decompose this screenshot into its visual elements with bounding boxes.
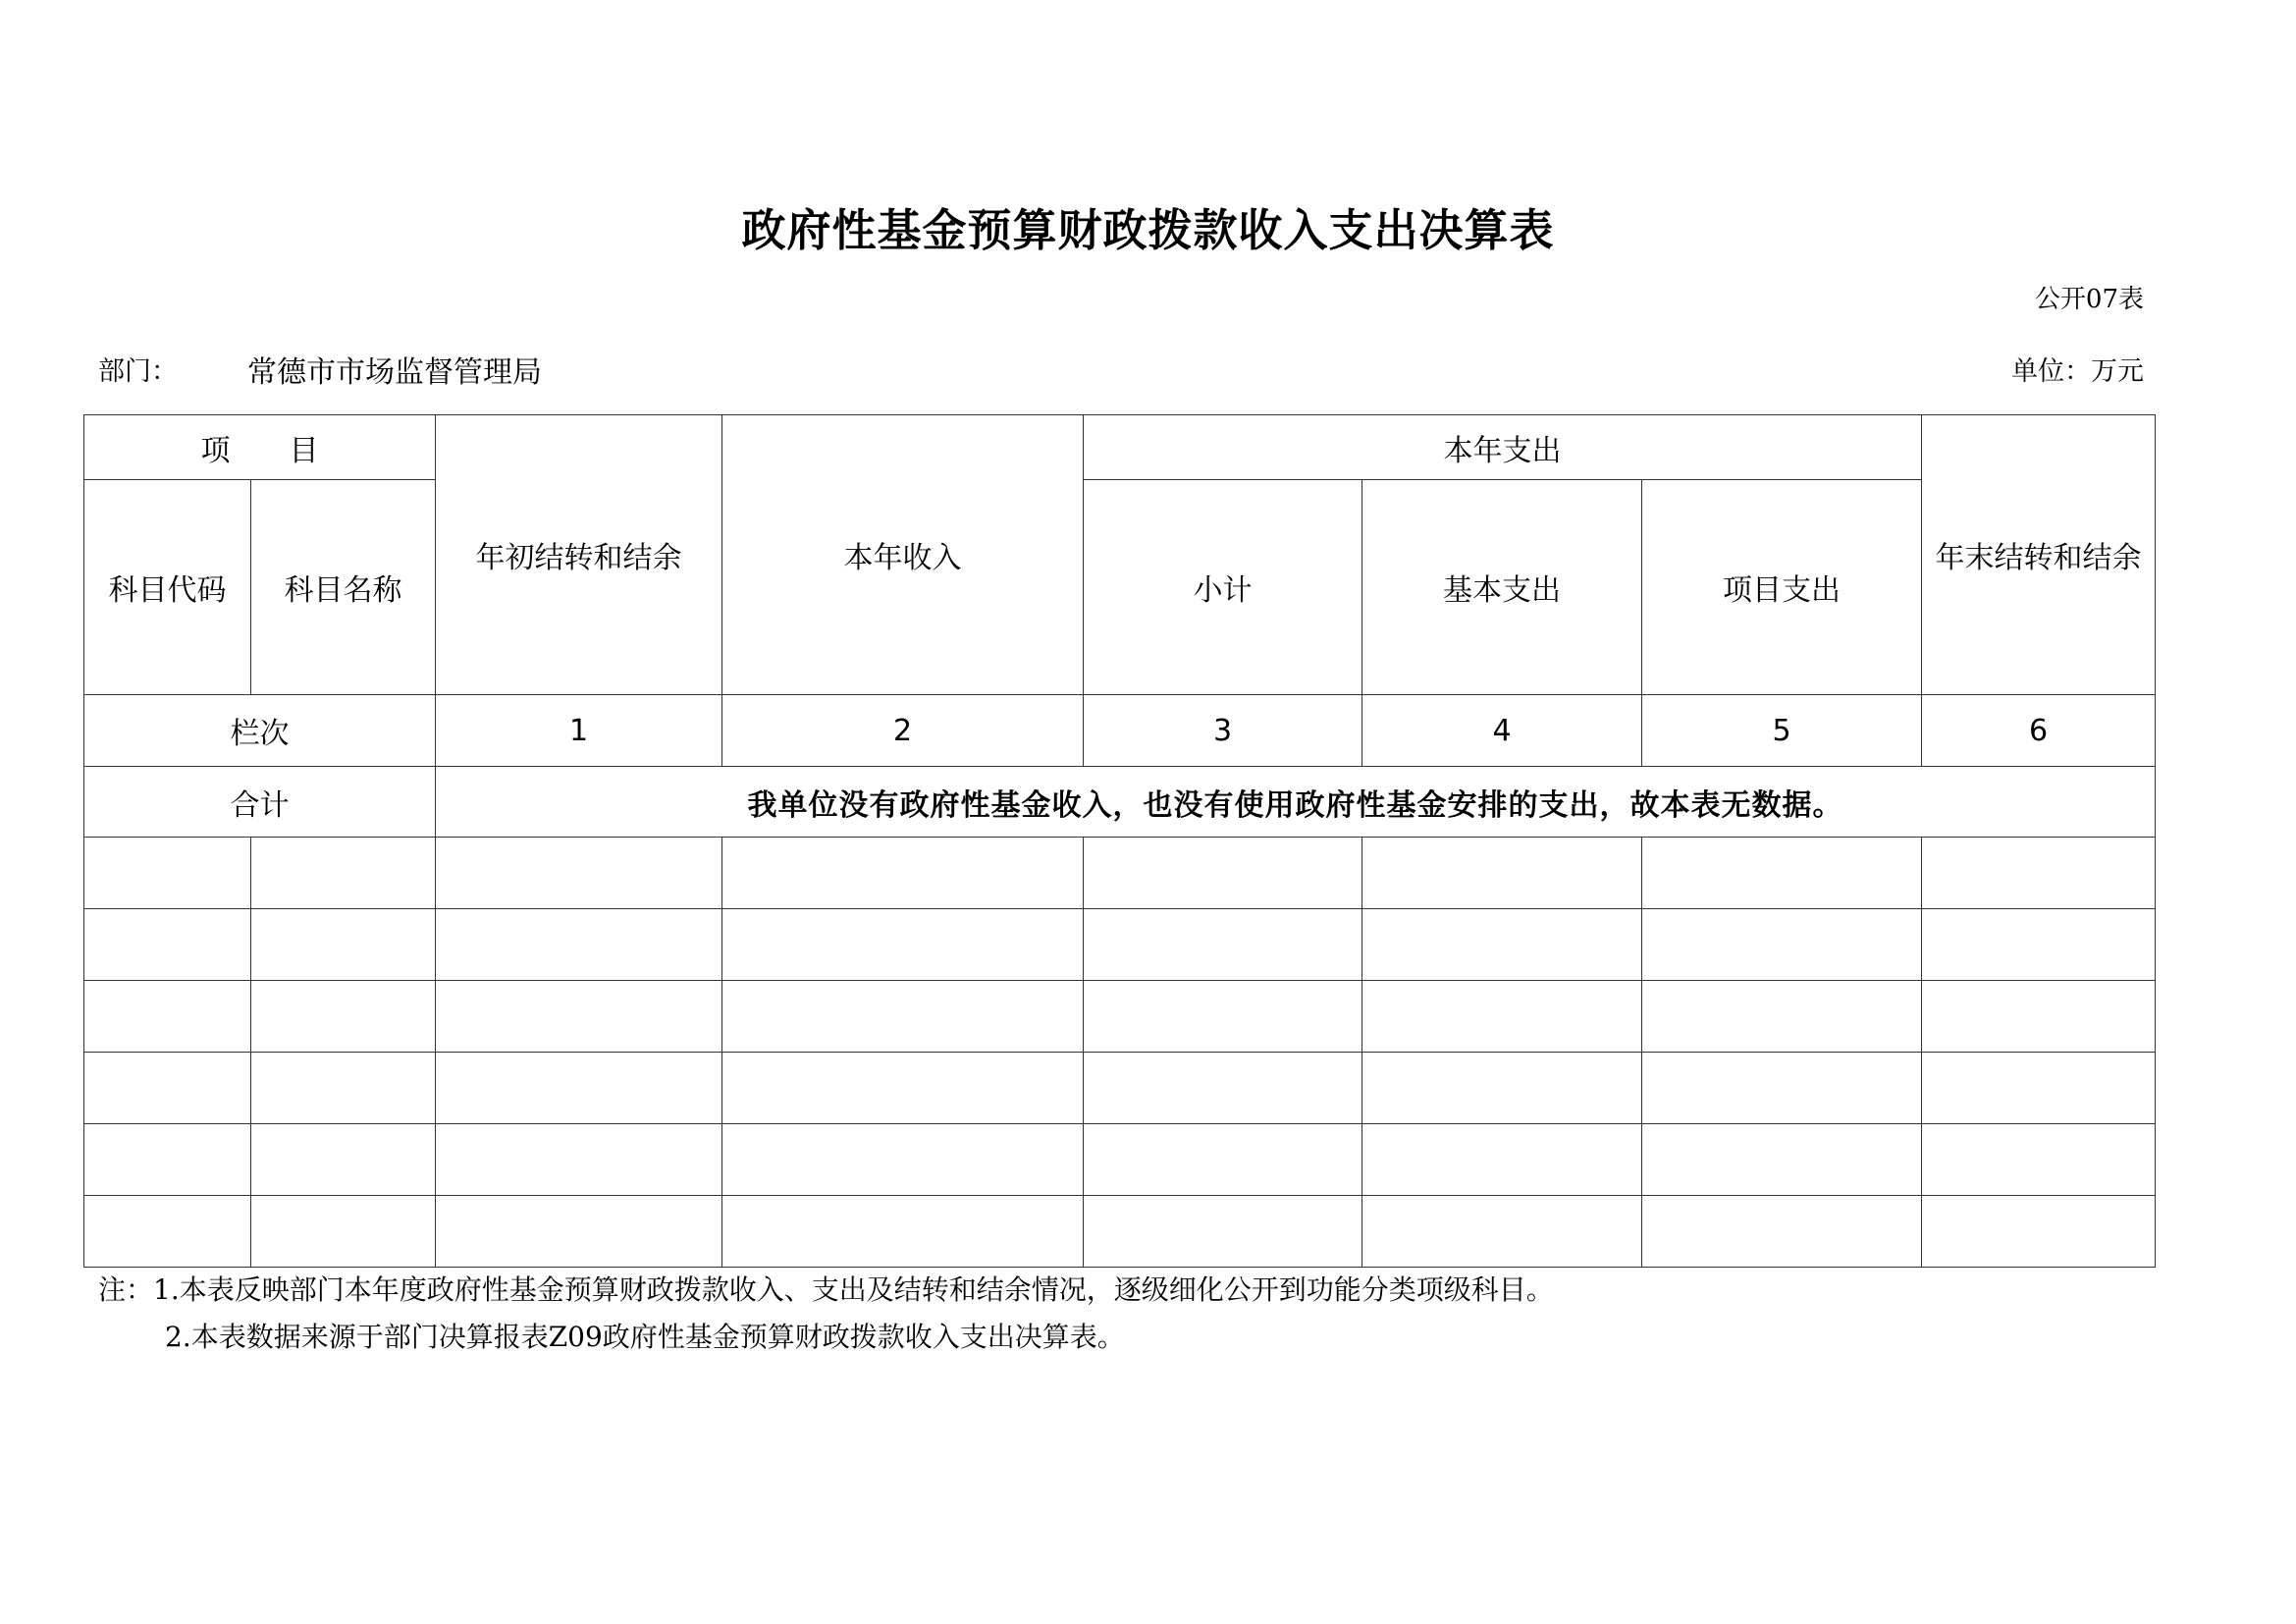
col-subtotal: 小计 xyxy=(1084,480,1362,695)
total-label: 合计 xyxy=(84,767,436,838)
unit-label: 单位：万元 xyxy=(2011,356,2144,387)
item-header: 项 目 xyxy=(84,415,436,480)
row-label: 栏次 xyxy=(84,695,436,767)
form-number: 公开07表 xyxy=(2034,285,2144,314)
col-number: 1 xyxy=(436,695,722,767)
budget-table xyxy=(83,414,2156,1268)
table-row xyxy=(84,1196,2156,1268)
col-number: 2 xyxy=(722,695,1084,767)
column-number-row xyxy=(84,695,2156,767)
code-header: 科目代码 xyxy=(84,480,251,695)
table-row xyxy=(84,981,2156,1053)
col-number: 6 xyxy=(1922,695,2156,767)
department-label: 部门： xyxy=(98,356,178,387)
note-1: 注：1.本表反映部门本年度政府性基金预算财政拨款收入、支出及结转和结余情况，逐级细化公开到功能分类项级科目。 xyxy=(98,1273,1554,1306)
col-project-expense: 项目支出 xyxy=(1642,480,1922,695)
table-row xyxy=(84,1053,2156,1124)
col-number: 4 xyxy=(1362,695,1642,767)
table-row xyxy=(84,1124,2156,1196)
footnotes xyxy=(98,1267,1554,1361)
col-income: 本年收入 xyxy=(722,415,1084,695)
col-basic-expense: 基本支出 xyxy=(1362,480,1642,695)
col-number: 5 xyxy=(1642,695,1922,767)
col-end-balance: 年末结转和结余 xyxy=(1922,415,2156,695)
col-expense: 本年支出 xyxy=(1084,415,1922,480)
department-name: 常德市市场监督管理局 xyxy=(247,355,542,390)
col-number: 3 xyxy=(1084,695,1362,767)
note-2: 2.本表数据来源于部门决算报表Z09政府性基金预算财政拨款收入支出决算表。 xyxy=(165,1321,1125,1353)
no-data-notice: 我单位没有政府性基金收入，也没有使用政府性基金安排的支出，故本表无数据。 xyxy=(436,767,2156,838)
table-row xyxy=(84,909,2156,981)
name-header: 科目名称 xyxy=(251,480,436,695)
table-row xyxy=(84,838,2156,909)
page-title: 政府性基金预算财政拨款收入支出决算表 xyxy=(741,204,1555,256)
total-row xyxy=(84,767,2156,838)
col-begin-balance: 年初结转和结余 xyxy=(436,415,722,695)
